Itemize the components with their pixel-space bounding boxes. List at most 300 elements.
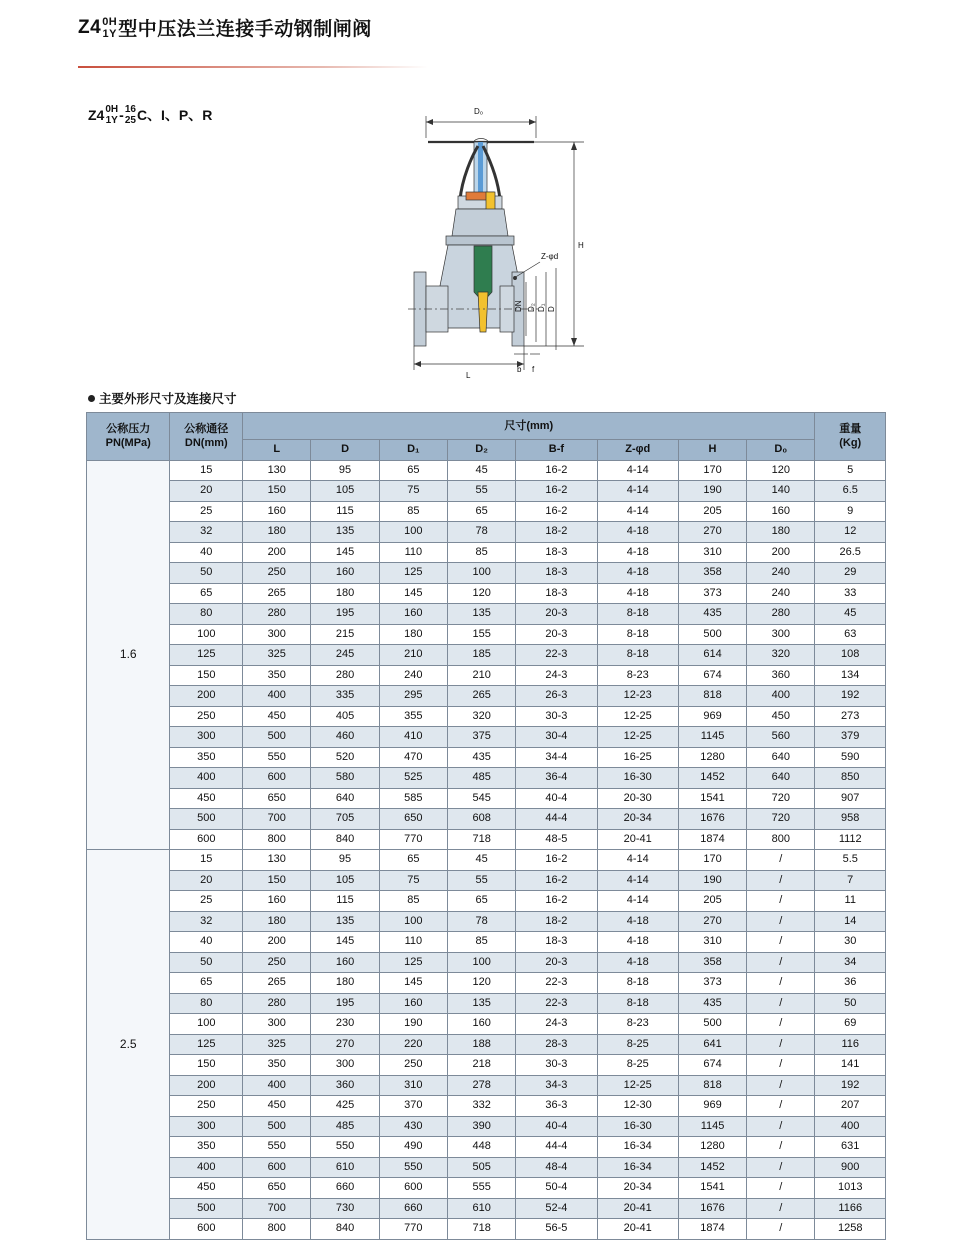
cell-h: 674 bbox=[678, 665, 746, 686]
cell-zphid: 4-18 bbox=[597, 911, 678, 932]
cell-l: 550 bbox=[243, 747, 311, 768]
cell-bf: 22-3 bbox=[516, 645, 597, 666]
table-row bbox=[87, 727, 886, 748]
cell-d1: 660 bbox=[379, 1198, 447, 1219]
cell-h: 614 bbox=[678, 645, 746, 666]
table-row bbox=[87, 645, 886, 666]
cell-l: 800 bbox=[243, 1219, 311, 1240]
table-row bbox=[87, 706, 886, 727]
cell-d0: 180 bbox=[747, 522, 815, 543]
model-fraction-2-top: 16 bbox=[124, 104, 136, 115]
cell-dn: 32 bbox=[170, 911, 243, 932]
cell-d0: 280 bbox=[747, 604, 815, 625]
cell-h: 205 bbox=[678, 891, 746, 912]
cell-d0: / bbox=[747, 1178, 815, 1199]
cell-weight: 273 bbox=[815, 706, 886, 727]
cell-bf: 20-3 bbox=[516, 604, 597, 625]
cell-d: 145 bbox=[311, 542, 379, 563]
cell-d: 610 bbox=[311, 1157, 379, 1178]
cell-d: 180 bbox=[311, 973, 379, 994]
cell-dn: 600 bbox=[170, 829, 243, 850]
cell-l: 160 bbox=[243, 501, 311, 522]
cell-pn: 1.6 bbox=[87, 460, 170, 850]
cell-zphid: 8-18 bbox=[597, 645, 678, 666]
cell-d2: 55 bbox=[447, 481, 515, 502]
cell-d0: 360 bbox=[747, 665, 815, 686]
cell-h: 435 bbox=[678, 993, 746, 1014]
cell-dn: 20 bbox=[170, 870, 243, 891]
cell-d2: 390 bbox=[447, 1116, 515, 1137]
cell-l: 280 bbox=[243, 604, 311, 625]
cell-d2: 320 bbox=[447, 706, 515, 727]
cell-dn: 125 bbox=[170, 645, 243, 666]
cell-weight: 30 bbox=[815, 932, 886, 953]
table-row bbox=[87, 870, 886, 891]
cell-d1: 600 bbox=[379, 1178, 447, 1199]
table-row bbox=[87, 952, 886, 973]
cell-dn: 125 bbox=[170, 1034, 243, 1055]
cell-d0: / bbox=[747, 952, 815, 973]
cell-dn: 15 bbox=[170, 850, 243, 871]
table-row bbox=[87, 1157, 886, 1178]
cell-d1: 125 bbox=[379, 563, 447, 584]
table-row bbox=[87, 1096, 886, 1117]
cell-d0: / bbox=[747, 1137, 815, 1158]
cell-zphid: 4-14 bbox=[597, 460, 678, 481]
table-row bbox=[87, 1219, 886, 1240]
cell-bf: 18-3 bbox=[516, 583, 597, 604]
cell-d2: 435 bbox=[447, 747, 515, 768]
cell-dn: 40 bbox=[170, 542, 243, 563]
cell-d0: 160 bbox=[747, 501, 815, 522]
cell-d2: 100 bbox=[447, 952, 515, 973]
table-row bbox=[87, 809, 886, 830]
cell-d: 105 bbox=[311, 481, 379, 502]
cell-l: 450 bbox=[243, 1096, 311, 1117]
cell-dn: 15 bbox=[170, 460, 243, 481]
cell-bf: 16-2 bbox=[516, 460, 597, 481]
cell-weight: 590 bbox=[815, 747, 886, 768]
cell-d1: 190 bbox=[379, 1014, 447, 1035]
cell-bf: 16-2 bbox=[516, 501, 597, 522]
cell-h: 190 bbox=[678, 870, 746, 891]
cell-bf: 18-2 bbox=[516, 522, 597, 543]
cell-d0: 300 bbox=[747, 624, 815, 645]
table-row bbox=[87, 1137, 886, 1158]
cell-l: 600 bbox=[243, 768, 311, 789]
cell-h: 310 bbox=[678, 542, 746, 563]
table-row bbox=[87, 604, 886, 625]
cell-h: 205 bbox=[678, 501, 746, 522]
cell-weight: 5 bbox=[815, 460, 886, 481]
table-row bbox=[87, 891, 886, 912]
cell-d1: 220 bbox=[379, 1034, 447, 1055]
cell-dn: 200 bbox=[170, 686, 243, 707]
cell-d1: 585 bbox=[379, 788, 447, 809]
cell-l: 300 bbox=[243, 624, 311, 645]
cell-weight: 1258 bbox=[815, 1219, 886, 1240]
cell-bf: 48-4 bbox=[516, 1157, 597, 1178]
table-row bbox=[87, 747, 886, 768]
cell-d1: 110 bbox=[379, 542, 447, 563]
cell-weight: 5.5 bbox=[815, 850, 886, 871]
cell-bf: 16-2 bbox=[516, 891, 597, 912]
cell-zphid: 4-18 bbox=[597, 583, 678, 604]
title-divider bbox=[78, 66, 428, 68]
cell-d0: 640 bbox=[747, 747, 815, 768]
table-header bbox=[87, 413, 886, 461]
model-fraction-1-bottom: 1Y bbox=[105, 115, 118, 126]
cell-weight: 116 bbox=[815, 1034, 886, 1055]
cell-d1: 65 bbox=[379, 460, 447, 481]
cell-h: 358 bbox=[678, 952, 746, 973]
cell-d2: 265 bbox=[447, 686, 515, 707]
cell-d1: 100 bbox=[379, 522, 447, 543]
cell-d1: 770 bbox=[379, 1219, 447, 1240]
model-prefix: Z4 bbox=[88, 107, 105, 123]
header-dn: 公称通径 DN(mm) bbox=[170, 413, 243, 461]
cell-d2: 120 bbox=[447, 973, 515, 994]
cell-h: 270 bbox=[678, 522, 746, 543]
table-row bbox=[87, 460, 886, 481]
cell-d2: 608 bbox=[447, 809, 515, 830]
cell-zphid: 12-25 bbox=[597, 706, 678, 727]
cell-bf: 36-4 bbox=[516, 768, 597, 789]
cell-bf: 16-2 bbox=[516, 850, 597, 871]
cell-l: 180 bbox=[243, 522, 311, 543]
title-suffix: 型中压法兰连接手动钢制闸阀 bbox=[118, 19, 372, 40]
cell-pn: 2.5 bbox=[87, 850, 170, 1240]
cell-d1: 210 bbox=[379, 645, 447, 666]
cell-l: 350 bbox=[243, 665, 311, 686]
cell-d: 280 bbox=[311, 665, 379, 686]
cell-zphid: 16-25 bbox=[597, 747, 678, 768]
cell-d: 180 bbox=[311, 583, 379, 604]
cell-d: 520 bbox=[311, 747, 379, 768]
cell-d2: 505 bbox=[447, 1157, 515, 1178]
bullet-icon bbox=[88, 395, 95, 402]
cell-d0: 140 bbox=[747, 481, 815, 502]
cell-bf: 16-2 bbox=[516, 481, 597, 502]
cell-d: 550 bbox=[311, 1137, 379, 1158]
cell-zphid: 20-34 bbox=[597, 1178, 678, 1199]
cell-zphid: 12-25 bbox=[597, 727, 678, 748]
drawing-label-d: D bbox=[547, 306, 556, 312]
cell-bf: 52-4 bbox=[516, 1198, 597, 1219]
title-fraction-top: 0H bbox=[102, 15, 118, 28]
cell-d: 840 bbox=[311, 829, 379, 850]
cell-d2: 135 bbox=[447, 604, 515, 625]
cell-d: 195 bbox=[311, 604, 379, 625]
cell-d1: 160 bbox=[379, 993, 447, 1014]
cell-h: 1874 bbox=[678, 829, 746, 850]
cell-zphid: 20-41 bbox=[597, 829, 678, 850]
cell-l: 400 bbox=[243, 686, 311, 707]
cell-zphid: 12-25 bbox=[597, 1075, 678, 1096]
cell-dn: 450 bbox=[170, 1178, 243, 1199]
cell-d0: / bbox=[747, 1014, 815, 1035]
table-row bbox=[87, 542, 886, 563]
cell-l: 350 bbox=[243, 1055, 311, 1076]
cell-h: 500 bbox=[678, 624, 746, 645]
cell-h: 1541 bbox=[678, 1178, 746, 1199]
header-col-bf: B-f bbox=[516, 440, 597, 461]
cell-zphid: 16-30 bbox=[597, 768, 678, 789]
cell-d0: / bbox=[747, 891, 815, 912]
cell-dn: 80 bbox=[170, 993, 243, 1014]
cell-d1: 355 bbox=[379, 706, 447, 727]
cell-d: 95 bbox=[311, 460, 379, 481]
cell-l: 130 bbox=[243, 460, 311, 481]
cell-bf: 18-3 bbox=[516, 932, 597, 953]
cell-zphid: 20-30 bbox=[597, 788, 678, 809]
cell-dn: 500 bbox=[170, 809, 243, 830]
cell-zphid: 12-30 bbox=[597, 1096, 678, 1117]
cell-d2: 718 bbox=[447, 829, 515, 850]
cell-d0: / bbox=[747, 850, 815, 871]
cell-bf: 50-4 bbox=[516, 1178, 597, 1199]
cell-bf: 44-4 bbox=[516, 809, 597, 830]
table-row bbox=[87, 1178, 886, 1199]
cell-d1: 125 bbox=[379, 952, 447, 973]
cell-weight: 7 bbox=[815, 870, 886, 891]
cell-h: 1145 bbox=[678, 727, 746, 748]
cell-dn: 350 bbox=[170, 747, 243, 768]
table-row bbox=[87, 1055, 886, 1076]
cell-d: 215 bbox=[311, 624, 379, 645]
cell-weight: 400 bbox=[815, 1116, 886, 1137]
cell-weight: 14 bbox=[815, 911, 886, 932]
cell-d2: 65 bbox=[447, 891, 515, 912]
cell-d: 195 bbox=[311, 993, 379, 1014]
cell-d1: 410 bbox=[379, 727, 447, 748]
model-code bbox=[88, 104, 212, 126]
header-col-l: L bbox=[243, 440, 311, 461]
cell-zphid: 4-18 bbox=[597, 932, 678, 953]
cell-bf: 36-3 bbox=[516, 1096, 597, 1117]
cell-d0: 800 bbox=[747, 829, 815, 850]
cell-bf: 40-4 bbox=[516, 1116, 597, 1137]
cell-dn: 65 bbox=[170, 973, 243, 994]
cell-d0: / bbox=[747, 932, 815, 953]
cell-weight: 50 bbox=[815, 993, 886, 1014]
drawing-label-d0: D₀ bbox=[474, 107, 484, 116]
cell-l: 150 bbox=[243, 870, 311, 891]
cell-d1: 470 bbox=[379, 747, 447, 768]
cell-zphid: 4-14 bbox=[597, 870, 678, 891]
cell-zphid: 4-18 bbox=[597, 952, 678, 973]
cell-h: 270 bbox=[678, 911, 746, 932]
cell-zphid: 8-23 bbox=[597, 1014, 678, 1035]
cell-h: 373 bbox=[678, 583, 746, 604]
cell-bf: 18-2 bbox=[516, 911, 597, 932]
cell-d1: 240 bbox=[379, 665, 447, 686]
cell-zphid: 4-14 bbox=[597, 891, 678, 912]
cell-h: 969 bbox=[678, 706, 746, 727]
table-row bbox=[87, 768, 886, 789]
cell-l: 700 bbox=[243, 1198, 311, 1219]
model-dash: - bbox=[119, 107, 124, 123]
drawing-label-f: f bbox=[532, 365, 535, 374]
cell-zphid: 20-34 bbox=[597, 809, 678, 830]
cell-d0: 240 bbox=[747, 583, 815, 604]
table-row bbox=[87, 501, 886, 522]
cell-zphid: 16-34 bbox=[597, 1157, 678, 1178]
header-pn: 公称压力 PN(MPa) bbox=[87, 413, 170, 461]
cell-bf: 24-3 bbox=[516, 1014, 597, 1035]
cell-d2: 218 bbox=[447, 1055, 515, 1076]
cell-d1: 145 bbox=[379, 583, 447, 604]
cell-d0: / bbox=[747, 870, 815, 891]
cell-d: 425 bbox=[311, 1096, 379, 1117]
cell-d0: 120 bbox=[747, 460, 815, 481]
cell-dn: 100 bbox=[170, 624, 243, 645]
header-col-d0: D₀ bbox=[747, 440, 815, 461]
cell-d0: / bbox=[747, 1219, 815, 1240]
table-row bbox=[87, 522, 886, 543]
cell-d2: 210 bbox=[447, 665, 515, 686]
cell-h: 818 bbox=[678, 1075, 746, 1096]
table-row bbox=[87, 1075, 886, 1096]
cell-h: 1452 bbox=[678, 768, 746, 789]
cell-h: 818 bbox=[678, 686, 746, 707]
cell-d1: 650 bbox=[379, 809, 447, 830]
cell-dn: 50 bbox=[170, 563, 243, 584]
cell-l: 250 bbox=[243, 952, 311, 973]
cell-dn: 25 bbox=[170, 891, 243, 912]
cell-d1: 250 bbox=[379, 1055, 447, 1076]
cell-dn: 250 bbox=[170, 1096, 243, 1117]
cell-zphid: 4-18 bbox=[597, 542, 678, 563]
cell-dn: 80 bbox=[170, 604, 243, 625]
cell-l: 500 bbox=[243, 1116, 311, 1137]
cell-zphid: 16-34 bbox=[597, 1137, 678, 1158]
cell-weight: 6.5 bbox=[815, 481, 886, 502]
table-row bbox=[87, 583, 886, 604]
cell-d: 405 bbox=[311, 706, 379, 727]
cell-h: 1145 bbox=[678, 1116, 746, 1137]
cell-dn: 600 bbox=[170, 1219, 243, 1240]
title-fraction bbox=[102, 17, 117, 40]
cell-h: 1280 bbox=[678, 747, 746, 768]
cell-h: 310 bbox=[678, 932, 746, 953]
header-col-zphid: Z-φd bbox=[597, 440, 678, 461]
cell-d: 705 bbox=[311, 809, 379, 830]
page-title bbox=[78, 14, 372, 41]
cell-l: 265 bbox=[243, 973, 311, 994]
cell-l: 500 bbox=[243, 727, 311, 748]
cell-weight: 26.5 bbox=[815, 542, 886, 563]
cell-d: 460 bbox=[311, 727, 379, 748]
table-row bbox=[87, 481, 886, 502]
table-row bbox=[87, 993, 886, 1014]
cell-bf: 48-5 bbox=[516, 829, 597, 850]
model-fraction-2 bbox=[125, 104, 136, 126]
cell-d0: / bbox=[747, 1055, 815, 1076]
cell-h: 1280 bbox=[678, 1137, 746, 1158]
cell-d1: 310 bbox=[379, 1075, 447, 1096]
cell-bf: 56-5 bbox=[516, 1219, 597, 1240]
cell-dn: 200 bbox=[170, 1075, 243, 1096]
cell-dn: 300 bbox=[170, 1116, 243, 1137]
drawing-label-d2: D₂ bbox=[527, 303, 536, 312]
cell-zphid: 8-18 bbox=[597, 624, 678, 645]
cell-zphid: 12-23 bbox=[597, 686, 678, 707]
cell-l: 650 bbox=[243, 1178, 311, 1199]
cell-h: 500 bbox=[678, 1014, 746, 1035]
cell-weight: 108 bbox=[815, 645, 886, 666]
cell-dn: 450 bbox=[170, 788, 243, 809]
cell-zphid: 8-18 bbox=[597, 993, 678, 1014]
cell-bf: 18-3 bbox=[516, 563, 597, 584]
cell-d0: 240 bbox=[747, 563, 815, 584]
cell-zphid: 4-14 bbox=[597, 481, 678, 502]
header-col-d: D bbox=[311, 440, 379, 461]
cell-d2: 718 bbox=[447, 1219, 515, 1240]
table-row bbox=[87, 1034, 886, 1055]
cell-weight: 11 bbox=[815, 891, 886, 912]
cell-d2: 448 bbox=[447, 1137, 515, 1158]
cell-zphid: 4-18 bbox=[597, 522, 678, 543]
cell-d2: 65 bbox=[447, 501, 515, 522]
cell-zphid: 4-18 bbox=[597, 563, 678, 584]
cell-d1: 295 bbox=[379, 686, 447, 707]
cell-d2: 55 bbox=[447, 870, 515, 891]
cell-d0: / bbox=[747, 1198, 815, 1219]
cell-h: 190 bbox=[678, 481, 746, 502]
cell-weight: 63 bbox=[815, 624, 886, 645]
cell-weight: 36 bbox=[815, 973, 886, 994]
cell-zphid: 4-14 bbox=[597, 850, 678, 871]
cell-d1: 145 bbox=[379, 973, 447, 994]
title-fraction-bottom: 1Y bbox=[102, 27, 117, 40]
table-row bbox=[87, 1116, 886, 1137]
cell-d: 485 bbox=[311, 1116, 379, 1137]
cell-zphid: 8-25 bbox=[597, 1034, 678, 1055]
cell-d0: / bbox=[747, 1116, 815, 1137]
cell-h: 1676 bbox=[678, 809, 746, 830]
table-row bbox=[87, 563, 886, 584]
cell-zphid: 8-23 bbox=[597, 665, 678, 686]
cell-d1: 100 bbox=[379, 911, 447, 932]
cell-bf: 22-3 bbox=[516, 973, 597, 994]
cell-zphid: 16-30 bbox=[597, 1116, 678, 1137]
cell-d2: 610 bbox=[447, 1198, 515, 1219]
cell-h: 1541 bbox=[678, 788, 746, 809]
dimensions-table bbox=[86, 412, 886, 1240]
cell-weight: 207 bbox=[815, 1096, 886, 1117]
cell-d: 730 bbox=[311, 1198, 379, 1219]
drawing-label-b: b bbox=[517, 365, 522, 374]
cell-l: 250 bbox=[243, 563, 311, 584]
cell-bf: 30-3 bbox=[516, 1055, 597, 1076]
cell-d0: / bbox=[747, 1157, 815, 1178]
cell-d1: 85 bbox=[379, 891, 447, 912]
cell-l: 200 bbox=[243, 542, 311, 563]
cell-d2: 278 bbox=[447, 1075, 515, 1096]
cell-d0: 200 bbox=[747, 542, 815, 563]
cell-dn: 350 bbox=[170, 1137, 243, 1158]
cell-d2: 485 bbox=[447, 768, 515, 789]
cell-d: 640 bbox=[311, 788, 379, 809]
cell-l: 300 bbox=[243, 1014, 311, 1035]
cell-weight: 45 bbox=[815, 604, 886, 625]
cell-d: 245 bbox=[311, 645, 379, 666]
table-row bbox=[87, 788, 886, 809]
drawing-label-dn: DN bbox=[514, 300, 523, 312]
cell-d2: 100 bbox=[447, 563, 515, 584]
table-row bbox=[87, 665, 886, 686]
